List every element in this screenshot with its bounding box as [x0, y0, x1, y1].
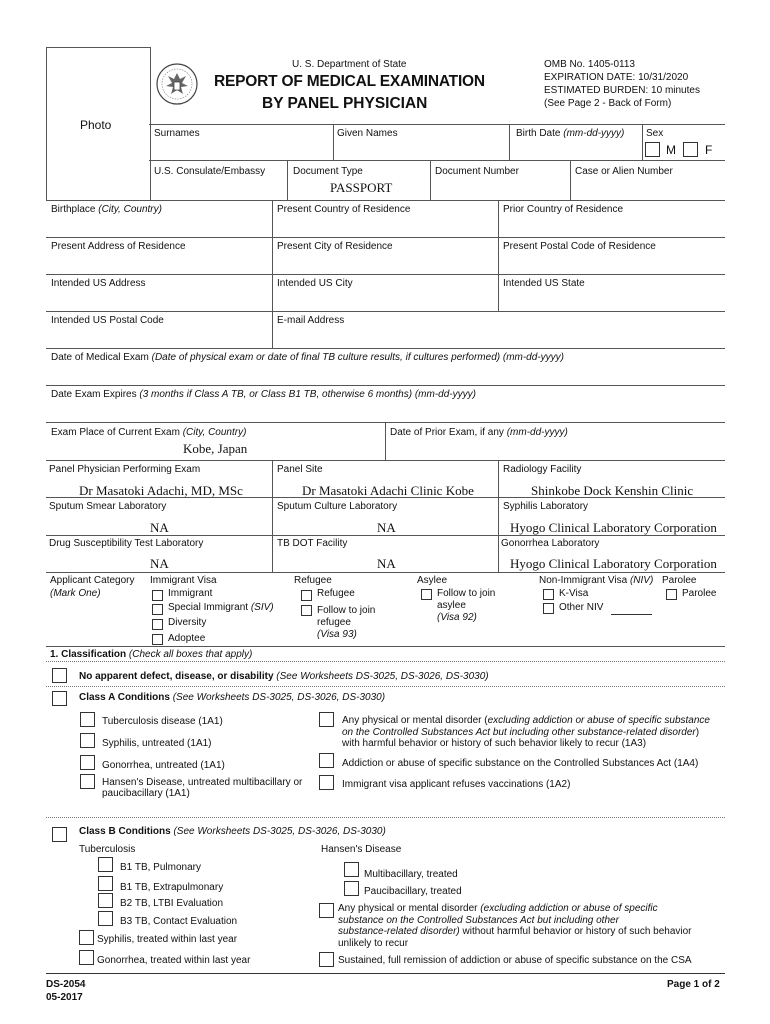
a-gonorrhea-label: Gonorrhea, untreated (1A1) [102, 760, 225, 771]
b-mental-label-2: substance on the Controlled Substances Act but including other [338, 915, 619, 926]
b1-extra-checkbox[interactable] [98, 876, 113, 891]
mark-one-label: (Mark One) [50, 588, 101, 599]
parolee-label: Parolee [682, 588, 717, 599]
b-gonorrhea-label: Gonorrhea, treated within last year [97, 955, 251, 966]
refugee-heading: Refugee [294, 575, 332, 586]
special-immigrant-checkbox[interactable] [152, 604, 163, 615]
page-number: Page 1 of 2 [667, 979, 720, 990]
class-b-label: Class B Conditions (See Worksheets DS-3025, DS-3026, DS-3030) [79, 826, 386, 837]
no-defect-label: No apparent defect, disease, or disability (See Worksheets DS-3025, DS-3026, DS-3030) [79, 671, 489, 682]
sputum-smear-value[interactable]: NA [150, 520, 169, 535]
parolee-checkbox[interactable] [666, 589, 677, 600]
syphilis-lab-value[interactable]: Hyogo Clinical Laboratory Corporation [510, 520, 717, 535]
b3-contact-label: B3 TB, Contact Evaluation [120, 916, 238, 927]
tuberculosis-heading: Tuberculosis [79, 844, 136, 855]
b-syphilis-label: Syphilis, treated within last year [97, 934, 238, 945]
b-mental-checkbox[interactable] [319, 903, 334, 918]
b-syphilis-checkbox[interactable] [79, 930, 94, 945]
b-gonorrhea-checkbox[interactable] [79, 950, 94, 965]
follow-join-refugee-checkbox[interactable] [301, 605, 312, 616]
b2-ltbi-label: B2 TB, LTBI Evaluation [120, 898, 224, 909]
exam-place-label: Exam Place of Current Exam (City, Country) [51, 427, 247, 438]
refugee-checkbox[interactable] [301, 590, 312, 601]
document-number-label: Document Number [435, 166, 519, 177]
other-niv-label: Other NIV [559, 602, 604, 613]
b1-pulm-label: B1 TB, Pulmonary [120, 862, 201, 873]
department-seal-icon [156, 62, 198, 106]
case-number-label: Case or Alien Number [575, 166, 673, 177]
pauci-checkbox[interactable] [344, 881, 359, 896]
b-mental-label: Any physical or mental disorder (excluding addiction or abuse of specific [338, 903, 658, 914]
panel-site-value[interactable]: Dr Masatoki Adachi Clinic Kobe [302, 483, 474, 498]
class-a-label: Class A Conditions (See Worksheets DS-3025, DS-3026, DS-3030) [79, 692, 386, 703]
a-mental-label-2: on the Controlled Substances Act but including other substance-related disorder) [342, 727, 700, 738]
us-address-label: Intended US Address [51, 278, 146, 289]
follow-join-refugee-label-2: refugee [317, 617, 351, 628]
b-remission-checkbox[interactable] [319, 952, 334, 967]
applicant-category-label: Applicant Category [50, 575, 135, 586]
us-postal-label: Intended US Postal Code [51, 315, 164, 326]
sex-f-checkbox[interactable] [683, 142, 698, 157]
form-number: DS-2054 [46, 979, 86, 990]
follow-join-refugee-label: Follow to join [317, 605, 376, 616]
sputum-smear-label: Sputum Smear Laboratory [49, 501, 167, 512]
birthplace-label: Birthplace (City, Country) [51, 204, 162, 215]
immigrant-visa-heading: Immigrant Visa [150, 575, 217, 586]
immigrant-checkbox[interactable] [152, 590, 163, 601]
refugee-label: Refugee [317, 588, 355, 599]
given-names-label: Given Names [337, 128, 398, 139]
adoptee-label: Adoptee [168, 633, 206, 644]
tb-dot-label: TB DOT Facility [277, 538, 348, 549]
follow-join-asylee-label-2: asylee [437, 600, 466, 611]
pauci-label: Paucibacillary, treated [364, 886, 462, 897]
a-tb-checkbox[interactable] [80, 712, 95, 727]
diversity-checkbox[interactable] [152, 619, 163, 630]
surnames-label: Surnames [154, 128, 200, 139]
special-immigrant-label: Special Immigrant (SIV) [168, 602, 274, 613]
hansens-heading: Hansen's Disease [321, 844, 402, 855]
radiology-label: Radiology Facility [503, 464, 582, 475]
a-addiction-label: Addiction or abuse of specific substance on the Controlled Substances Act (1A4) [342, 758, 699, 769]
k-visa-checkbox[interactable] [543, 589, 554, 600]
a-mental-label-3: with harmful behavior or history of such behavior likely to recur (1A3) [342, 738, 647, 749]
panel-site-label: Panel Site [277, 464, 323, 475]
exam-place-value[interactable]: Kobe, Japan [183, 441, 248, 456]
sputum-culture-label: Sputum Culture Laboratory [277, 501, 398, 512]
nonimmigrant-heading: Non-Immigrant Visa (NIV) [539, 575, 654, 586]
birth-date-label: Birth Date (mm-dd-yyyy) [516, 128, 625, 139]
present-city-label: Present City of Residence [277, 241, 393, 252]
a-hansen-label: Hansen's Disease, untreated multibacillary or [102, 777, 303, 788]
sex-f-label: F [705, 143, 713, 157]
class-b-checkbox[interactable] [52, 827, 67, 842]
exam-date-label: Date of Medical Exam (Date of physical exam or date of final TB culture results, if cultures performed) (mm-dd-yyyy) [51, 352, 564, 363]
diversity-label: Diversity [168, 617, 207, 628]
a-refuses-checkbox[interactable] [319, 775, 334, 790]
sex-m-checkbox[interactable] [645, 142, 660, 157]
asylee-heading: Asylee [417, 575, 448, 586]
a-mental-label: Any physical or mental disorder (excluding addiction or abuse of specific substance [342, 715, 710, 726]
form-title-line1: REPORT OF MEDICAL EXAMINATION [214, 73, 485, 90]
physician-value[interactable]: Dr Masatoki Adachi, MD, MSc [79, 483, 243, 498]
email-label: E-mail Address [277, 315, 345, 326]
a-refuses-label: Immigrant visa applicant refuses vaccinations (1A2) [342, 779, 571, 790]
form-title-line2: BY PANEL PHYSICIAN [262, 95, 428, 112]
b-mental-label-4: unlikely to recur [338, 938, 409, 949]
a-hansen-checkbox[interactable] [80, 774, 95, 789]
sputum-culture-value[interactable]: NA [377, 520, 396, 535]
visa93-label: (Visa 93) [317, 629, 357, 640]
multi-checkbox[interactable] [344, 862, 359, 877]
a-hansen-label-2: paucibacillary (1A1) [102, 788, 190, 799]
physician-label: Panel Physician Performing Exam [49, 464, 201, 475]
a-syphilis-label: Syphilis, untreated (1A1) [102, 738, 212, 749]
b1-extra-label: B1 TB, Extrapulmonary [120, 882, 224, 893]
see-page-note: (See Page 2 - Back of Form) [544, 98, 672, 109]
sex-m-label: M [666, 143, 676, 157]
class-a-checkbox[interactable] [52, 691, 67, 706]
us-state-label: Intended US State [503, 278, 585, 289]
sex-label: Sex [646, 128, 664, 139]
b-remission-label: Sustained, full remission of addiction or abuse of specific substance on the CSA [338, 955, 692, 966]
visa92-label: (Visa 92) [437, 612, 477, 623]
syphilis-lab-label: Syphilis Laboratory [503, 501, 589, 512]
prior-country-label: Prior Country of Residence [503, 204, 624, 215]
drug-lab-label: Drug Susceptibility Test Laboratory [49, 538, 204, 549]
multi-label: Multibacillary, treated [364, 869, 458, 880]
department-name: U. S. Department of State [292, 59, 407, 70]
document-type-label: Document Type [293, 166, 363, 177]
b3-contact-checkbox[interactable] [98, 911, 113, 926]
document-type-value[interactable]: PASSPORT [330, 180, 393, 195]
present-postal-label: Present Postal Code of Residence [503, 241, 656, 252]
present-country-label: Present Country of Residence [277, 204, 411, 215]
follow-join-asylee-label: Follow to join [437, 588, 496, 599]
form-date: 05-2017 [46, 992, 83, 1003]
estimated-burden: ESTIMATED BURDEN: 10 minutes [544, 85, 700, 96]
adoptee-checkbox[interactable] [152, 634, 163, 645]
a-gonorrhea-checkbox[interactable] [80, 755, 95, 770]
a-tb-label: Tuberculosis disease (1A1) [102, 716, 223, 727]
b1-pulm-checkbox[interactable] [98, 857, 113, 872]
parolee-heading: Parolee [662, 575, 697, 586]
no-defect-checkbox[interactable] [52, 668, 67, 683]
k-visa-label: K-Visa [559, 588, 589, 599]
radiology-value[interactable]: Shinkobe Dock Kenshin Clinic [531, 483, 694, 498]
a-addiction-checkbox[interactable] [319, 753, 334, 768]
photo-label: Photo [80, 118, 112, 132]
us-city-label: Intended US City [277, 278, 353, 289]
present-address-label: Present Address of Residence [51, 241, 186, 252]
a-mental-checkbox[interactable] [319, 712, 334, 727]
classification-heading: 1. Classification (Check all boxes that apply) [50, 649, 253, 660]
drug-lab-value[interactable]: NA [150, 556, 169, 571]
gonorrhea-lab-value[interactable]: Hyogo Clinical Laboratory Corporation [510, 556, 717, 571]
other-niv-checkbox[interactable] [543, 603, 554, 614]
immigrant-label: Immigrant [168, 588, 213, 599]
b-mental-label-3: substance-related disorder) without harmful behavior or history of such behavior [338, 926, 692, 937]
a-syphilis-checkbox[interactable] [80, 733, 95, 748]
b2-ltbi-checkbox[interactable] [98, 893, 113, 908]
tb-dot-value[interactable]: NA [377, 556, 396, 571]
consulate-label: U.S. Consulate/Embassy [154, 166, 266, 177]
gonorrhea-lab-label: Gonorrhea Laboratory [501, 538, 600, 549]
follow-join-asylee-checkbox[interactable] [421, 589, 432, 600]
other-niv-field[interactable] [611, 614, 652, 615]
prior-exam-label: Date of Prior Exam, if any (mm-dd-yyyy) [390, 427, 568, 438]
omb-number: OMB No. 1405-0113 [544, 59, 635, 70]
expiration-date: EXPIRATION DATE: 10/31/2020 [544, 72, 689, 83]
exam-expires-label: Date Exam Expires (3 months if Class A TB, or Class B1 TB, otherwise 6 months) (mm-dd-yyyy) [51, 389, 476, 400]
